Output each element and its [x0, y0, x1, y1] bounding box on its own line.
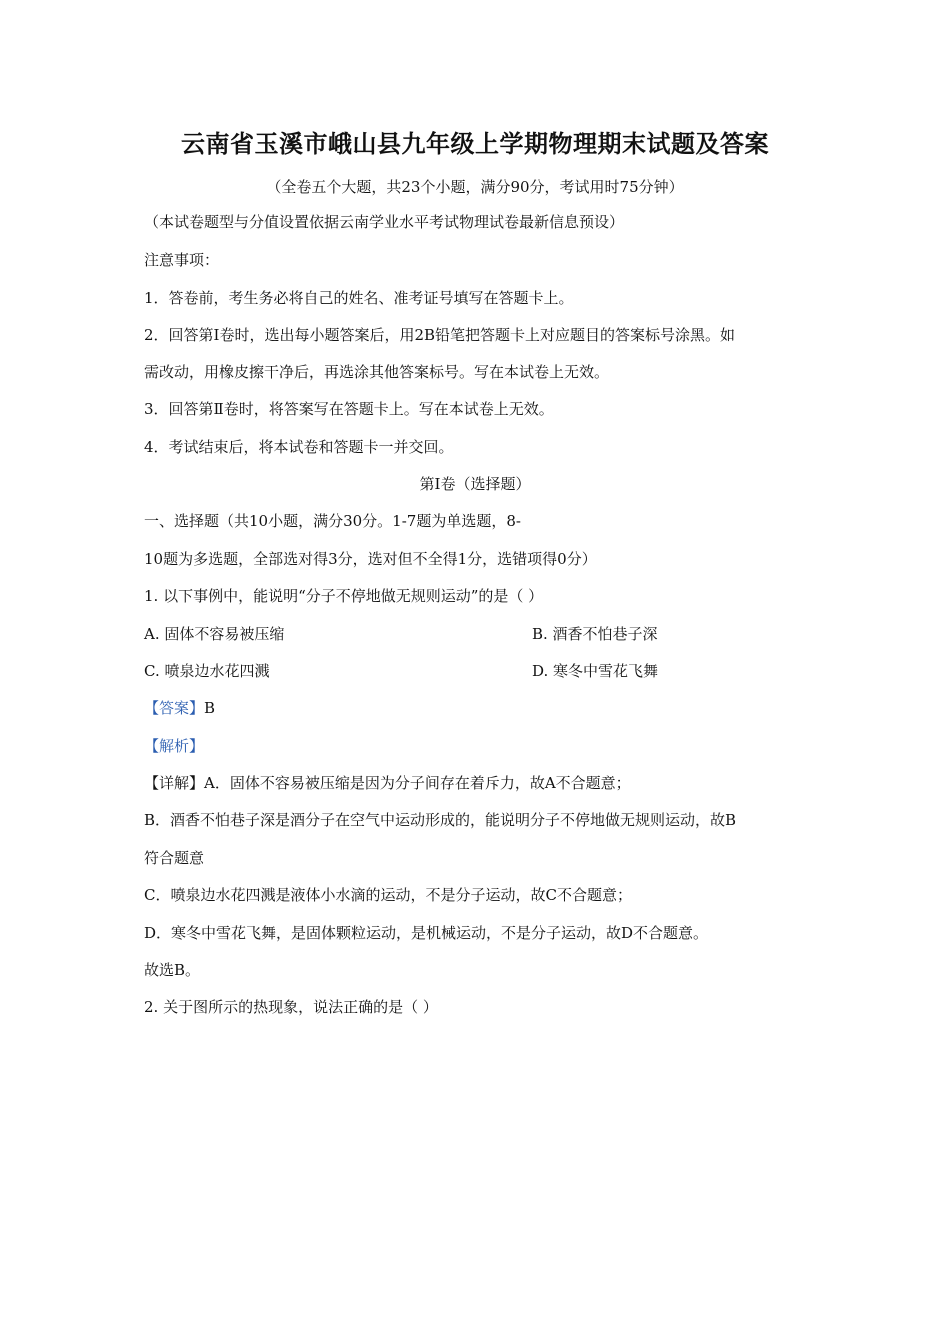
question-1-answer [144, 697, 215, 718]
question-1-detail-b-line-1: B．酒香不怕巷子深是酒分子在空气中运动形成的，能说明分子不停地做无规则运动，故B [144, 811, 737, 829]
section-intro-line-1: 一、选择题（共10小题，满分30分。1-7题为单选题，8- [144, 512, 521, 530]
section-intro-line-2: 10题为多选题，全部选对得3分，选对但不全得1分，选错项得0分） [144, 550, 597, 568]
notice-item-2-line-1: 2．回答第Ⅰ卷时，选出每小题答案后，用2B铅笔把答题卡上对应题目的答案标号涂黑。如 [144, 326, 736, 344]
question-1-option-a: A. 固体不容易被压缩 [144, 625, 285, 643]
question-1-stem: 1. 以下事例中，能说明“分子不停地做无规则运动”的是（ ） [144, 587, 544, 605]
section-heading: 第Ⅰ卷（选择题） [419, 475, 531, 493]
exam-preset-note: （本试卷题型与分值设置依据云南学业水平考试物理试卷最新信息预设） [144, 213, 625, 231]
notice-item-4: 4．考试结束后，将本试卷和答题卡一并交回。 [144, 438, 454, 456]
notice-item-3: 3．回答第Ⅱ卷时，将答案写在答题卡上。写在本试卷上无效。 [144, 400, 554, 418]
analysis-tag: 【解析】 [144, 737, 205, 755]
question-1-detail-a: 【详解】A．固体不容易被压缩是因为分子间存在着斥力，故A不合题意； [144, 774, 631, 792]
question-1-option-b: B. 酒香不怕巷子深 [532, 625, 658, 643]
question-1-detail-c: C．喷泉边水花四溅是液体小水滴的运动，不是分子运动，故C不合题意； [144, 886, 632, 904]
exam-subtitle: （全卷五个大题，共23个小题，满分90分，考试用时75分钟） [266, 178, 684, 196]
page-title: 云南省玉溪市峨山县九年级上学期物理期末试题及答案 [181, 130, 769, 158]
notice-item-1: 1．答卷前，考生务必将自己的姓名、准考证号填写在答题卡上。 [144, 289, 574, 307]
question-1-option-c: C. 喷泉边水花四溅 [144, 662, 270, 680]
answer-value: B [204, 699, 216, 717]
notice-item-2-line-2: 需改动，用橡皮擦干净后，再选涂其他答案标号。写在本试卷上无效。 [144, 363, 610, 381]
notice-heading: 注意事项： [144, 251, 220, 269]
answer-tag: 【答案】 [144, 699, 205, 717]
question-1-detail-b-line-2: 符合题意 [144, 849, 205, 867]
question-1-conclusion: 故选B。 [144, 961, 201, 979]
question-2-stem: 2. 关于图所示的热现象，说法正确的是（ ） [144, 998, 438, 1016]
question-1-option-d: D. 寒冬中雪花飞舞 [532, 662, 659, 680]
question-1-detail-d: D．寒冬中雪花飞舞，是固体颗粒运动，是机械运动，不是分子运动，故D不合题意。 [144, 924, 709, 942]
